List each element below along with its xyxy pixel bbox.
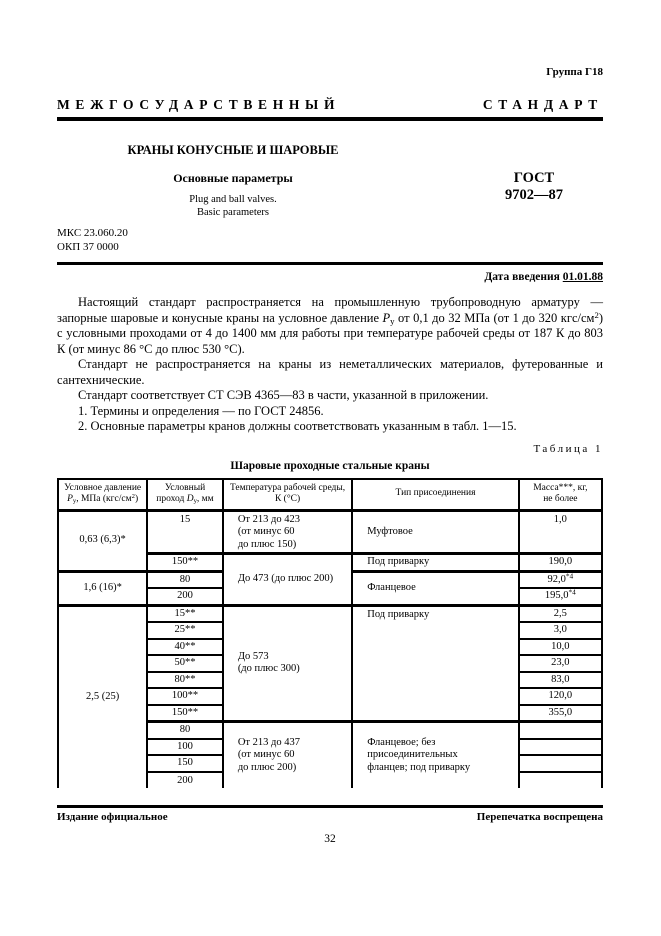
dn-cell: 150** [147,705,223,722]
pressure-cell: 1,6 (16)* [58,571,147,605]
mass-cell: 3,0 [519,622,602,639]
mass-cell-empty [519,739,602,756]
pressure-cell: 2,5 (25) [58,605,147,788]
introduction-date [57,270,603,284]
mass-cell-empty [519,755,602,772]
mass-cell: 23,0 [519,655,602,672]
table-header-row [58,479,602,511]
col-header-temperature: Температура рабочей среды, К (°С) [223,479,352,511]
mass-cell: 1,0 [519,510,602,554]
dn-cell: 150 [147,755,223,772]
connection-cell: Под приварку [352,605,518,722]
connection-cell: Фланцевое; без присоединительных фланцев; под приварку [352,722,518,789]
paragraph-sev-compliance: Стандарт соответствует СТ СЭВ 4365—83 в части, указанной в приложении. [78,388,489,402]
dn-cell: 15 [147,510,223,554]
pressure-cell: 0,63 (6,3)* [58,510,147,571]
col-header-connection: Тип присоединения [352,479,518,511]
paragraph-scope: Настоящий стандарт распространяется на промышленную трубопроводную арматуру — запорные шаровые и конусные краны на условное давление $Р_у$ от 0,1 до 32 МПа (от 1 до 320 кгс/$см^2$) с условными проходами от 4 до 1400 мм для работы при температуре рабочей среды от 187 К до 803 К (от минус 86 °С до плюс 530 °С). [57,295,603,356]
mass-cell: 355,0 [519,705,602,722]
body-text [57,295,603,435]
mass-cell: 10,0 [519,639,602,656]
page-number: 32 [324,833,336,845]
dn-cell: 40** [147,639,223,656]
temperature-cell: От 213 до 423 (от минус 60 до плюс 150) [223,510,352,554]
dn-cell: 150** [147,554,223,572]
dn-cell: 50** [147,655,223,672]
paragraph-item-2: 2. Основные параметры кранов должны соответствовать указанным в табл. 1—15. [78,419,517,433]
col-header-pressure: Условное давление $Р_у$, МПа $(кгс/см^2)$ [58,479,147,511]
col-header-dn: Условный проход $D_у$, мм [147,479,223,511]
standard-type-heading: МЕЖГОСУДАРСТВЕННЫЙ СТАНДАРТ [57,97,603,112]
gost-number: 9702—87 [505,187,563,203]
document-title: КРАНЫ КОНУСНЫЕ И ШАРОВЫЕ [127,143,339,157]
subtitle-english-line1: Plug and ball valves. [189,194,277,205]
mass-cell: 2,5 [519,605,602,622]
table-row [58,510,602,554]
intro-date-value: 01.01.88 [562,271,603,283]
footer [57,811,603,824]
temperature-cell: До 473 (до плюс 200) [223,554,352,606]
okp-code: ОКП 37 0000 [57,240,119,253]
dn-cell: 200 [147,772,223,789]
dn-cell: 100 [147,739,223,756]
mks-code: МКС 23.060.20 [57,227,128,239]
col-header-mass: Масса***, кг, не более [519,479,602,511]
section-rule [57,262,603,265]
mass-cell-empty [519,772,602,789]
heading-rule [57,117,603,121]
footer-reprint-notice: Перепечатка воспрещена [476,811,603,823]
classification-codes [57,227,603,254]
paragraph-exclusions: Стандарт не распространяется на краны из неметаллических материалов, футерованные и сантехнические. [57,357,603,387]
dn-cell: 80** [147,672,223,689]
gost-label: ГОСТ [513,170,555,186]
subtitle-english-line2: Basic parameters [196,206,269,218]
connection-cell: Под приварку [352,554,518,572]
temperature-cell: До 573 (до плюс 300) [223,605,352,722]
paragraph-item-1: 1. Термины и определения — по ГОСТ 24856. [78,403,324,418]
gost-number-block [505,143,563,219]
mass-cell: 195,0$^{*4}$ [519,588,602,605]
dn-cell: 15** [147,605,223,622]
mass-cell-empty [519,722,602,739]
group-label: Группа Г18 [546,66,603,78]
dn-cell: 80 [147,571,223,588]
parameters-table [57,478,603,789]
mass-cell: 190,0 [519,554,602,572]
mass-cell: 92,0$^{*4}$ [519,571,602,588]
title-area [57,143,603,219]
dn-cell: 80 [147,722,223,739]
connection-cell: Муфтовое [352,510,518,554]
table-label: Таблица 1 [533,442,603,455]
mass-cell: 120,0 [519,688,602,705]
dn-cell: 100** [147,688,223,705]
connection-cell: Фланцевое [352,571,518,605]
document-subtitle: Основные параметры [173,171,293,185]
intro-date-label: Дата введения [484,271,560,283]
table-row [58,605,602,622]
dn-cell: 25** [147,622,223,639]
dn-cell: 200 [147,588,223,605]
footer-official-edition: Издание официальное [57,811,168,823]
table-title: Шаровые проходные стальные краны [230,459,430,472]
footer-rule [57,805,603,808]
mass-cell: 83,0 [519,672,602,689]
temperature-cell: От 213 до 437 (от минус 60 до плюс 200) [223,722,352,789]
